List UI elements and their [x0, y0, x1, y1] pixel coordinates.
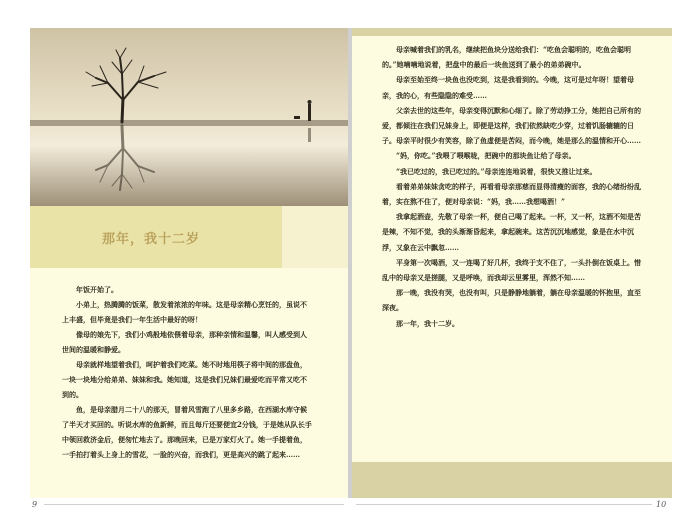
title-band-tail [282, 206, 348, 268]
right-body-text [382, 42, 644, 331]
left-body-text [62, 282, 312, 462]
footer-rule-left [44, 504, 344, 505]
paragraph: 小弟上，热腾腾的饭菜，散发着浓浓的年味。这是母亲精心烹饪的，虽说不上丰盛，但毕竟是我们一年生活中最好的呀！ [62, 300, 307, 324]
page-number-left: 9 [32, 500, 38, 509]
right-page [352, 28, 672, 498]
paragraph: 母亲喊着我们的乳名，继续把鱼块分送给我们：“吃鱼会聪明的，吃鱼会聪明的。”她喃喃地说着，把盘中的最后一块鱼送到了最小的弟弟碗中。 [382, 45, 632, 70]
article-title: 那年，我十二岁 [102, 232, 201, 247]
paragraph: 那一晚，我没有哭，也没有叫，只是静静地躺着，躺在母亲温暖的怀抱里，直至深夜。 [382, 288, 641, 313]
paragraph: 像母的娘先下，我们小鸡般地依偎着母亲，那种亲情和温馨，叫人感受到人世间的温暖和静爱。 [62, 330, 307, 354]
paragraph: 母亲就样地望着我们，呵护着我们吃菜。她不时地用筷子将中间的那盘鱼，一块一块地分给弟弟、妹妹和我。她知道，这是我们兄妹们最爱吃而平常又吃不到的。 [62, 360, 307, 399]
paragraph: 父亲去世的这些年，母亲变得沉默和心细了。除了劳动挣工分，她把自己所有的爱，都倾注在我们兄妹身上，即便是这样，我们依然缺吃少穿，过着饥肠辘辘的日子。母亲平时很少有笑容，除了鱼虚便是苦闷，而今晚，她是那么的温情和开心…… [382, 105, 641, 146]
paragraph: 平身第一次喝酒，又一连喝了好几杯，我终于支不住了，一头扑倒在饭桌上。惜乱中的母亲又是搓腿，又是呼唤，而我却云里雾里，浑然不知…… [382, 257, 641, 283]
paragraph: 那一年，我十二岁。 [396, 318, 459, 328]
paragraph: 看着弟弟妹妹贪吃的样子，再看看母亲那慈而显得清瘦的面容，我的心绪纷纷乱着，实在熬不住了，便对母亲说：“妈，我……我想喝酒！” [382, 181, 641, 207]
left-page [30, 28, 348, 498]
paragraph: 鱼，是母亲腊月二十八的那天，冒着风雪跑了八里多乡路，在西湖水库守候了半天才买回的。听说水库的鱼新鲜，而且每斤还要便宜2分钱，于是她从队长手中领回救济金后，便匆忙地去了。那晚回来，已是万家灯火了。她一手提着鱼，一手拍打着头上身上的雪花，一脸的兴奋，而我们，更是高兴的跳了起来…… [62, 405, 312, 459]
tree-lake-photo [30, 28, 348, 206]
paragraph: 年饭开始了。 [76, 285, 118, 294]
paragraph: 我拿起酒壶，先敬了母亲一杯，便自己喝了起来。一杯，又一杯，这酒不知是苦是辣，不知不觉，我的头渐渐昏起来，拿起碗来。这苦沉沉地感觉，象是在水中沉浮，又象在云中飘忽…… [382, 212, 641, 252]
top-band [352, 28, 672, 36]
bottom-band [352, 462, 672, 498]
paragraph: 母亲至始至终一块鱼也没吃到，这是我看到的。今晚，这可是过年呀！望着母亲，我的心，有些隐隐的难受…… [382, 75, 634, 100]
paragraph: “妈，你吃。”我喂了喂喉咙，把碗中的那块鱼让给了母亲。 [396, 151, 576, 161]
footer-rule-right [356, 504, 652, 505]
paragraph: “我已吃过的，我已吃过的。”母亲连连地说着，很快又推让过来。 [396, 166, 597, 176]
page-number-right: 10 [656, 500, 667, 509]
